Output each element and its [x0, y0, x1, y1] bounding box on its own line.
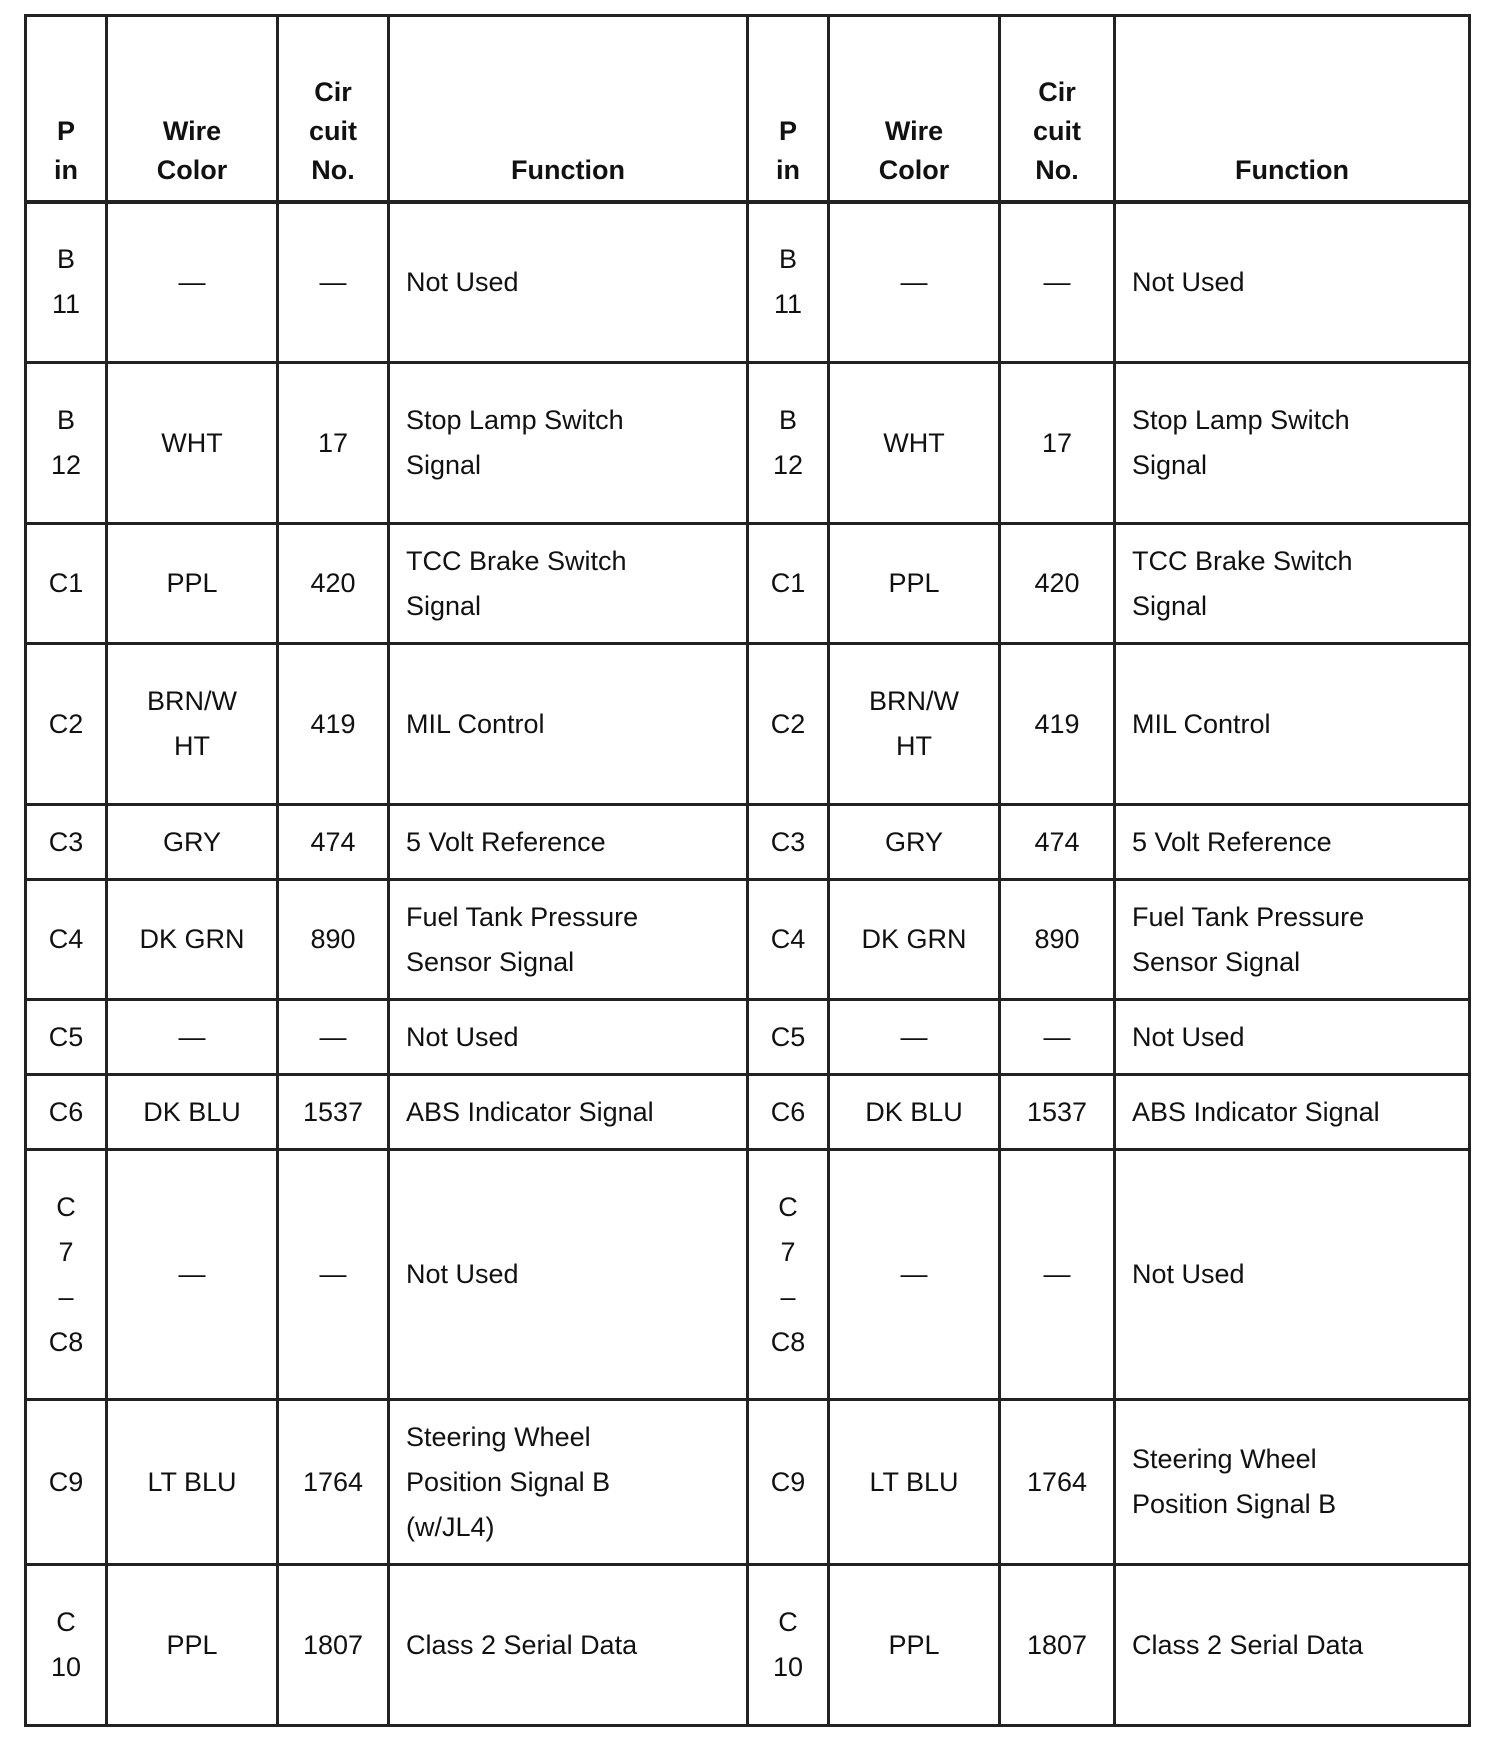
pin-cell: C2: [748, 644, 829, 805]
pin-cell: C 7 – C8: [26, 1150, 107, 1400]
function-cell: TCC Brake Switch Signal: [1115, 524, 1470, 644]
circuit-no-cell: 890: [278, 880, 389, 1000]
function-cell: MIL Control: [389, 644, 748, 805]
function-cell: Not Used: [1115, 1150, 1470, 1400]
pin-cell: B 11: [26, 202, 107, 363]
function-cell: Stop Lamp Switch Signal: [389, 363, 748, 524]
circuit-no-cell: 420: [1000, 524, 1115, 644]
function-cell: Class 2 Serial Data: [389, 1565, 748, 1726]
circuit-no-cell: —: [278, 1150, 389, 1400]
circuit-no-cell: 1807: [1000, 1565, 1115, 1726]
wire-color-cell: BRN/W HT: [107, 644, 278, 805]
table-row: [26, 644, 1470, 805]
pin-cell: B 12: [748, 363, 829, 524]
pin-cell: C9: [748, 1400, 829, 1565]
function-cell: ABS Indicator Signal: [389, 1075, 748, 1150]
circuit-no-cell: 419: [278, 644, 389, 805]
header-pin: P in: [26, 16, 107, 202]
circuit-no-cell: —: [278, 202, 389, 363]
circuit-no-cell: 1764: [1000, 1400, 1115, 1565]
pin-cell: C 10: [748, 1565, 829, 1726]
wire-color-cell: LT BLU: [107, 1400, 278, 1565]
wire-color-cell: BRN/W HT: [829, 644, 1000, 805]
pin-cell: C6: [748, 1075, 829, 1150]
pin-cell: C 10: [26, 1565, 107, 1726]
pin-cell: C5: [748, 1000, 829, 1075]
pin-cell: C 7 – C8: [748, 1150, 829, 1400]
circuit-no-cell: 474: [1000, 805, 1115, 880]
pin-cell: B 12: [26, 363, 107, 524]
wire-color-cell: WHT: [107, 363, 278, 524]
pin-cell: C6: [26, 1075, 107, 1150]
header-row: [26, 16, 1470, 202]
circuit-no-cell: 890: [1000, 880, 1115, 1000]
wire-color-cell: PPL: [829, 524, 1000, 644]
table-row: [26, 202, 1470, 363]
wire-color-cell: DK BLU: [107, 1075, 278, 1150]
pin-cell: C4: [748, 880, 829, 1000]
function-cell: Steering Wheel Position Signal B (w/JL4): [389, 1400, 748, 1565]
table-row: [26, 880, 1470, 1000]
table-row: [26, 363, 1470, 524]
table-row: [26, 1400, 1470, 1565]
pin-cell: C9: [26, 1400, 107, 1565]
wire-color-cell: DK BLU: [829, 1075, 1000, 1150]
circuit-no-cell: 17: [1000, 363, 1115, 524]
wire-color-cell: DK GRN: [829, 880, 1000, 1000]
table-body: [26, 202, 1470, 1726]
header-function: Function: [389, 16, 748, 202]
header-circuit-no: Cir cuit No.: [278, 16, 389, 202]
circuit-no-cell: 1537: [278, 1075, 389, 1150]
circuit-no-cell: 17: [278, 363, 389, 524]
header-wire-color: Wire Color: [107, 16, 278, 202]
wire-color-cell: —: [829, 1000, 1000, 1075]
wire-color-cell: LT BLU: [829, 1400, 1000, 1565]
pin-cell: C3: [748, 805, 829, 880]
pin-cell: C4: [26, 880, 107, 1000]
function-cell: 5 Volt Reference: [1115, 805, 1470, 880]
function-cell: Fuel Tank Pressure Sensor Signal: [1115, 880, 1470, 1000]
function-cell: Class 2 Serial Data: [1115, 1565, 1470, 1726]
pin-cell: C1: [26, 524, 107, 644]
function-cell: ABS Indicator Signal: [1115, 1075, 1470, 1150]
circuit-no-cell: —: [278, 1000, 389, 1075]
pin-cell: C1: [748, 524, 829, 644]
header-circuit-no: Cir cuit No.: [1000, 16, 1115, 202]
wire-color-cell: —: [107, 1000, 278, 1075]
function-cell: Fuel Tank Pressure Sensor Signal: [389, 880, 748, 1000]
circuit-no-cell: 1807: [278, 1565, 389, 1726]
circuit-no-cell: —: [1000, 202, 1115, 363]
circuit-no-cell: 1537: [1000, 1075, 1115, 1150]
function-cell: 5 Volt Reference: [389, 805, 748, 880]
table-row: [26, 1565, 1470, 1726]
table-row: [26, 524, 1470, 644]
pin-cell: B 11: [748, 202, 829, 363]
table-row: [26, 1075, 1470, 1150]
wire-color-cell: PPL: [107, 524, 278, 644]
wire-color-cell: —: [829, 1150, 1000, 1400]
function-cell: Not Used: [1115, 1000, 1470, 1075]
pin-cell: C2: [26, 644, 107, 805]
pin-cell: C5: [26, 1000, 107, 1075]
header-function: Function: [1115, 16, 1470, 202]
wire-color-cell: DK GRN: [107, 880, 278, 1000]
circuit-no-cell: —: [1000, 1000, 1115, 1075]
wire-color-cell: —: [107, 202, 278, 363]
function-cell: Steering Wheel Position Signal B: [1115, 1400, 1470, 1565]
function-cell: Not Used: [389, 1000, 748, 1075]
function-cell: TCC Brake Switch Signal: [389, 524, 748, 644]
wire-color-cell: PPL: [107, 1565, 278, 1726]
wire-color-cell: WHT: [829, 363, 1000, 524]
wire-color-cell: GRY: [107, 805, 278, 880]
circuit-no-cell: —: [1000, 1150, 1115, 1400]
wire-color-cell: GRY: [829, 805, 1000, 880]
circuit-no-cell: 419: [1000, 644, 1115, 805]
function-cell: Not Used: [1115, 202, 1470, 363]
connector-pinout-table: [24, 14, 1471, 1727]
table-row: [26, 1000, 1470, 1075]
circuit-no-cell: 420: [278, 524, 389, 644]
function-cell: Not Used: [389, 1150, 748, 1400]
function-cell: MIL Control: [1115, 644, 1470, 805]
table-row: [26, 1150, 1470, 1400]
table-row: [26, 805, 1470, 880]
header-wire-color: Wire Color: [829, 16, 1000, 202]
wire-color-cell: PPL: [829, 1565, 1000, 1726]
function-cell: Not Used: [389, 202, 748, 363]
circuit-no-cell: 474: [278, 805, 389, 880]
circuit-no-cell: 1764: [278, 1400, 389, 1565]
wire-color-cell: —: [829, 202, 1000, 363]
pin-cell: C3: [26, 805, 107, 880]
function-cell: Stop Lamp Switch Signal: [1115, 363, 1470, 524]
header-pin: P in: [748, 16, 829, 202]
wire-color-cell: —: [107, 1150, 278, 1400]
